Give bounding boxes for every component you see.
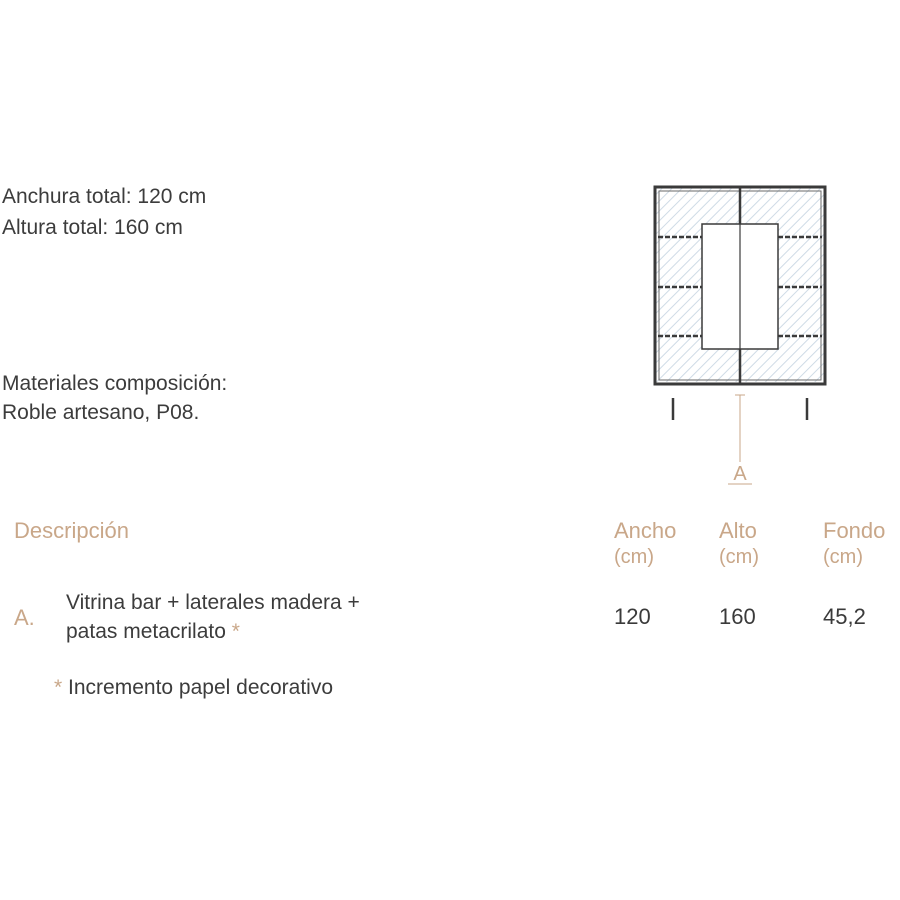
row-description-line1: Vitrina bar + laterales madera + [66,591,360,614]
header-depth-unit: (cm) [823,546,863,568]
footnote-asterisk: * [54,676,63,699]
row-description-text: patas metacrilato [66,620,226,643]
header-height-unit: (cm) [719,546,759,568]
header-height: Alto [719,518,757,543]
marker-label: A [733,463,747,485]
header-depth: Fondo [823,518,886,543]
header-width-unit: (cm) [614,546,654,568]
materials-value: Roble artesano, P08. [2,401,200,424]
header-width: Ancho [614,518,677,543]
total-width-text: Anchura total: 120 cm [2,185,207,208]
row-asterisk: * [231,620,240,643]
footnote [54,672,333,703]
footnote-text: Incremento papel decorativo [68,676,334,699]
total-height-text: Altura total: 160 cm [2,216,183,239]
row-description-line2 [66,616,240,647]
header-description: Descripción [14,518,129,543]
materials-title: Materiales composición: [2,372,228,395]
row-width-value: 120 [614,604,651,629]
row-marker: A. [14,605,35,630]
cabinet-front-diagram [640,180,840,490]
row-height-value: 160 [719,604,756,629]
row-depth-value: 45,2 [823,604,866,629]
